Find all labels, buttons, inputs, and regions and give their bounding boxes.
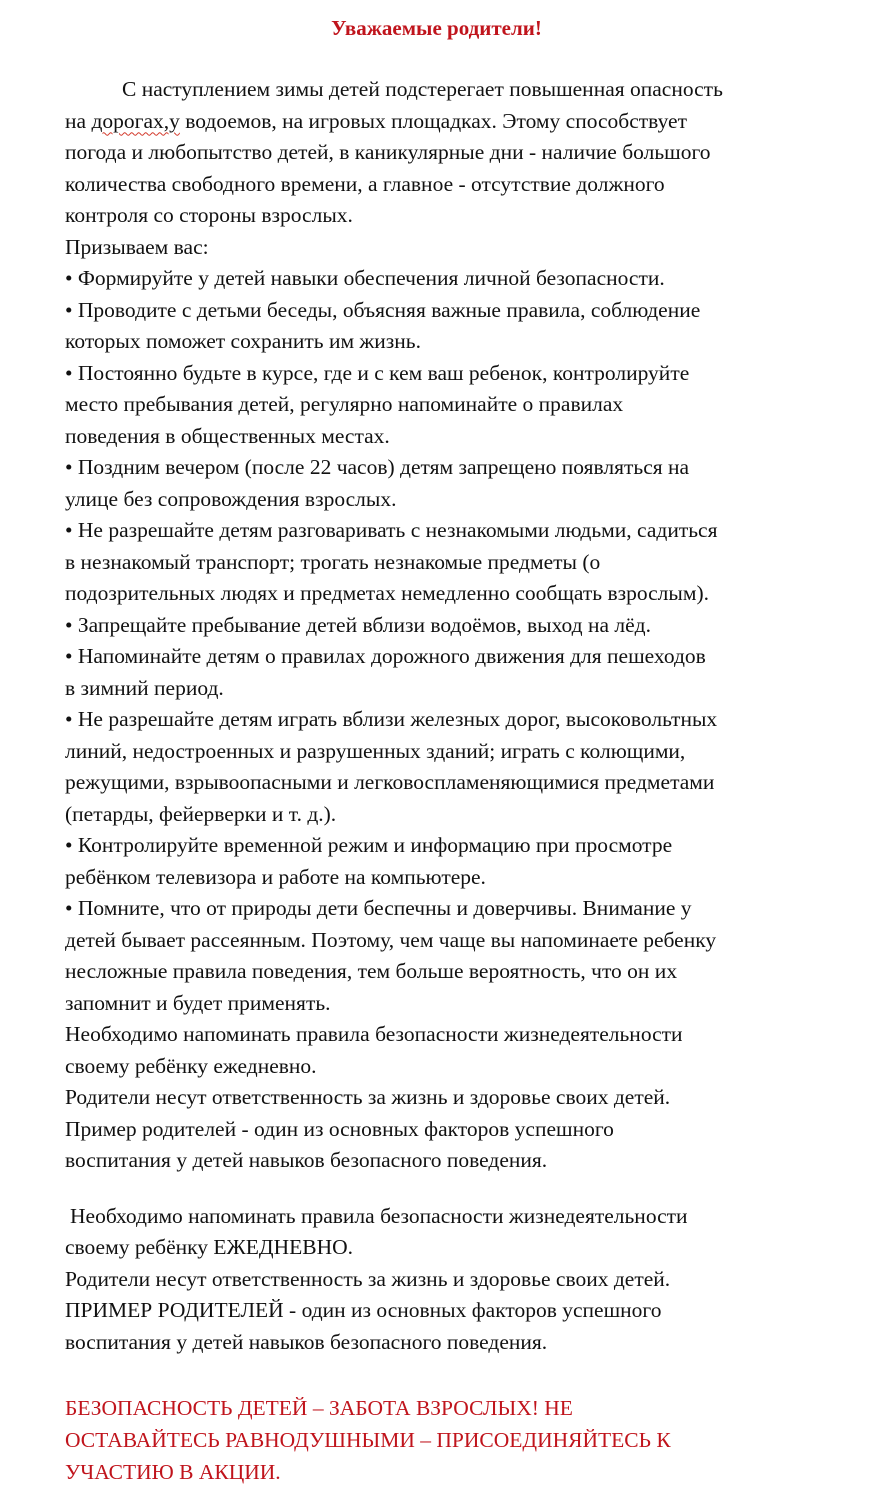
call-heading: Призываем вас: bbox=[65, 234, 209, 259]
bullet-line: ребёнком телевизора и работе на компьютере. bbox=[65, 864, 486, 889]
bullet-item bbox=[65, 704, 825, 830]
document-body bbox=[65, 74, 825, 1358]
bullet-item bbox=[65, 452, 825, 515]
bullet-item bbox=[65, 830, 825, 893]
bullet-line: • Формируйте у детей навыки обеспечения личной безопасности. bbox=[65, 266, 665, 290]
misspelled-word: дорогах,у bbox=[91, 108, 180, 133]
bullet-line: • Помните, что от природы дети беспечны и доверчивы. Внимание у bbox=[65, 896, 692, 920]
bullet-line: • Не разрешайте детям разговаривать с незнакомыми людьми, садиться bbox=[65, 518, 718, 542]
bullet-line: которых поможет сохранить им жизнь. bbox=[65, 329, 421, 353]
intro-line: количества свободного времени, а главное - отсутствие должного bbox=[65, 171, 665, 196]
closing-line: Пример родителей - один из основных факторов успешного bbox=[65, 1116, 614, 1141]
closing-line: Родители несут ответственность за жизнь и здоровье своих детей. bbox=[65, 1085, 671, 1109]
bullet-item bbox=[65, 295, 825, 358]
closing-line: Родители несут ответственность за жизнь и здоровье своих детей. bbox=[65, 1266, 671, 1291]
bullet-line: • Постоянно будьте в курсе, где и с кем ваш ребенок, контролируйте bbox=[65, 360, 690, 385]
bullet-line: улице без сопровождения взрослых. bbox=[65, 486, 397, 511]
bullet-line: несложные правила поведения, тем больше вероятность, что он их bbox=[65, 959, 678, 983]
bullet-line: • Контролируйте временной режим и информацию при просмотре bbox=[65, 833, 673, 857]
intro-paragraph bbox=[65, 74, 825, 232]
bullet-line: линий, недостроенных и разрушенных зданий; играть с колющими, bbox=[65, 738, 686, 763]
closing-line: Необходимо напоминать правила безопасности жизнедеятельности bbox=[65, 1022, 683, 1046]
bullet-line: • Запрещайте пребывание детей вблизи водоёмов, выход на лёд. bbox=[65, 612, 651, 637]
bullet-list bbox=[65, 263, 825, 1019]
bullet-line: запомнит и будет применять. bbox=[65, 990, 331, 1015]
closing-line: своему ребёнку ежедневно. bbox=[65, 1053, 317, 1078]
bullet-line: детей бывает рассеянным. Поэтому, чем чаще вы напоминаете ребенку bbox=[65, 927, 717, 952]
closing-line: Необходимо напоминать правила безопасности жизнедеятельности bbox=[70, 1203, 688, 1228]
slogan-line: БЕЗОПАСНОСТЬ ДЕТЕЙ – ЗАБОТА ВЗРОСЛЫХ! НЕ bbox=[65, 1396, 573, 1420]
slogan-line: УЧАСТИЮ В АКЦИИ. bbox=[65, 1460, 281, 1484]
intro-text: на bbox=[65, 108, 92, 133]
bullet-line: • Поздним вечером (после 22 часов) детям запрещено появляться на bbox=[65, 455, 690, 479]
bullet-line: в зимний период. bbox=[65, 675, 224, 700]
intro-line: погода и любопытство детей, в каникулярные дни - наличие большого bbox=[65, 140, 711, 164]
bullet-item bbox=[65, 893, 825, 1019]
bullet-line: • Не разрешайте детям играть вблизи железных дорог, высоковольтных bbox=[65, 707, 718, 731]
bullet-item bbox=[65, 610, 825, 642]
bullet-line: место пребывания детей, регулярно напоминайте о правилах bbox=[65, 392, 624, 416]
closing-line: ПРИМЕР РОДИТЕЛЕЙ - один из основных факторов успешного bbox=[65, 1298, 662, 1322]
safety-slogan bbox=[65, 1392, 825, 1488]
closing-line: воспитания у детей навыков безопасного поведения. bbox=[65, 1148, 548, 1172]
bullet-line: поведения в общественных местах. bbox=[65, 423, 390, 448]
closing-line: своему ребёнку ЕЖЕДНЕВНО. bbox=[65, 1235, 354, 1259]
closing-paragraph-emphasis bbox=[65, 1201, 825, 1359]
bullet-line: • Напоминайте детям о правилах дорожного движения для пешеходов bbox=[65, 644, 706, 668]
bullet-line: • Проводите с детьми беседы, объясняя важные правила, соблюдение bbox=[65, 297, 701, 322]
intro-line: контроля со стороны взрослых. bbox=[65, 203, 353, 227]
closing-paragraph bbox=[65, 1019, 825, 1177]
bullet-item bbox=[65, 515, 825, 610]
bullet-line: подозрительных людях и предметах немедленно сообщать взрослым). bbox=[65, 581, 709, 605]
document-title: Уважаемые родители! bbox=[331, 16, 542, 40]
paragraph-gap bbox=[65, 1177, 825, 1201]
bullet-item bbox=[65, 263, 825, 295]
bullet-line: (петарды, фейерверки и т. д.). bbox=[65, 801, 337, 826]
bullet-line: режущими, взрывоопасными и легковоспламеняющимися предметами bbox=[65, 770, 715, 794]
closing-line: воспитания у детей навыков безопасного поведения. bbox=[65, 1329, 548, 1354]
intro-line bbox=[65, 106, 825, 138]
bullet-item bbox=[65, 358, 825, 453]
intro-line: С наступлением зимы детей подстерегает повышенная опасность bbox=[122, 77, 723, 101]
slogan-line: ОСТАВАЙТЕСЬ РАВНОДУШНЫМИ – ПРИСОЕДИНЯЙТЕСЬ К bbox=[65, 1428, 671, 1452]
bullet-item bbox=[65, 641, 825, 704]
intro-text: водоемов, на игровых площадках. Этому способствует bbox=[179, 108, 687, 133]
bullet-line: в незнакомый транспорт; трогать незнакомые предметы (о bbox=[65, 549, 601, 574]
